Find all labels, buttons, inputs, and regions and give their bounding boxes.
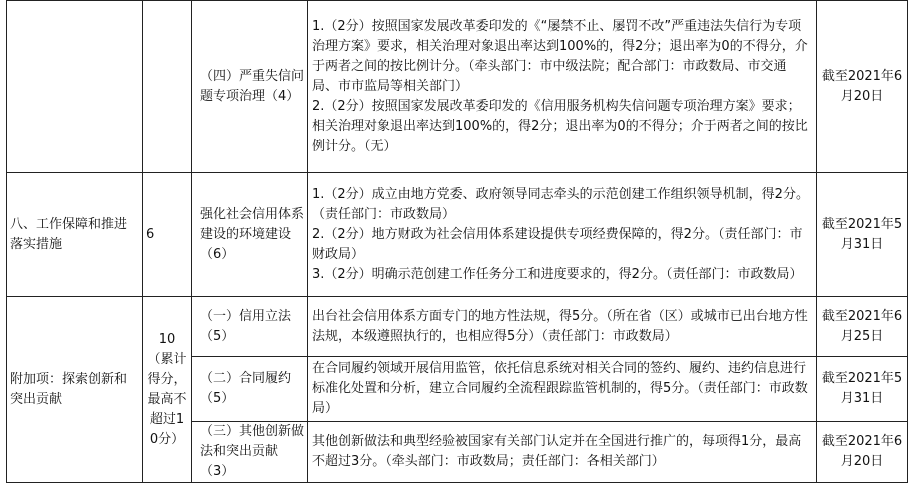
deadline-cell: 截至2021年6月25日 (817, 297, 908, 357)
table-row (7, 1, 908, 173)
description-line: 在合同履约领域开展信用监管，依托信息系统对相关合同的签约、履约、违约信息进行标准化处置和分析，建立合同履约全流程跟踪监管机制的，得5分。（责任部门：市政数局） (312, 361, 808, 416)
sub-item-cell: （二）合同履约（5） (192, 357, 308, 422)
deadline-cell: 截至2021年5月31日 (817, 173, 908, 297)
table-row (7, 173, 908, 297)
description-line: 2.（2分）地方财政为社会信用体系建设提供专项经费保障的，得2分。（责任部门：市财政局） (312, 226, 803, 262)
category-cell: 附加项：探索创新和突出贡献 (7, 297, 143, 483)
deadline-cell: 截至2021年5月31日 (817, 357, 908, 422)
description-line: 出台社会信用体系方面专门的地方性法规，得5分。（所在省（区）或城市已出台地方性法规，本级遵照执行的，也相应得5分）（责任部门：市政数局） (312, 308, 808, 344)
description-cell (308, 173, 817, 297)
score-cell: 10（累计得分，最高不超过10分） (143, 297, 192, 483)
category-cell: 八、工作保障和推进落实措施 (7, 173, 143, 297)
table-row (7, 297, 908, 357)
description-cell (308, 422, 817, 483)
description-line: 1.（2分）成立由地方党委、政府领导同志牵头的示范创建工作组织领导机制，得2分。（责任部门：市政数局） (312, 186, 809, 222)
deadline-cell: 截至2021年6月20日 (817, 422, 908, 483)
score-cell: 6 (143, 173, 192, 297)
description-cell (308, 1, 817, 173)
deadline-cell: 截至2021年6月20日 (817, 1, 908, 173)
description-line: 1.（2分）按照国家发展改革委印发的《“屡禁不止、屡罚不改”严重违法失信行为专项治理方案》要求，相关治理对象退出率达到100%的，得2分；退出率为0的不得分，介于两者之间的按比例计分。（牵头部门：市中级法院；配合部门：市政数局、市交通局、市市监局等相关部门） (312, 18, 808, 94)
evaluation-table (6, 0, 908, 483)
description-line: 2.（2分）按照国家发展改革委印发的《信用服务机构失信问题专项治理方案》要求；相关治理对象退出率达到100%的，得2分；退出率为0的不得分；介于两者之间的按比例计分。（无） (312, 98, 808, 154)
description-cell (308, 357, 817, 422)
sub-item-cell: （四）严重失信问题专项治理（4） (192, 1, 308, 173)
sub-item-cell: （一）信用立法（5） (192, 297, 308, 357)
sub-item-cell: 强化社会信用体系建设的环境建设（6） (192, 173, 308, 297)
category-cell (7, 1, 143, 173)
description-line: 其他创新做法和典型经验被国家有关部门认定并在全国进行推广的，每项得1分，最高不超过3分。（牵头部门：市政数局；责任部门：各相关部门） (312, 434, 802, 469)
score-cell (143, 1, 192, 173)
description-cell (308, 297, 817, 357)
sub-item-cell: （三）其他创新做法和突出贡献（3） (192, 422, 308, 483)
description-line: 3.（2分）明确示范创建工作任务分工和进度要求的，得2分。（责任部门：市政数局） (312, 266, 803, 282)
